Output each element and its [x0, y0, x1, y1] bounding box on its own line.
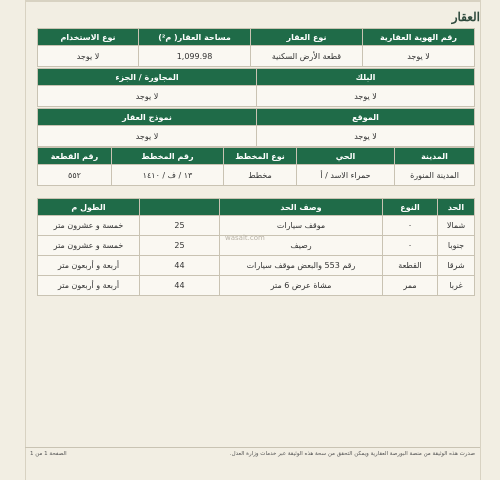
boundary-direction: جنوبا — [438, 236, 475, 256]
header-plan-number: رقم المخطط — [112, 148, 224, 165]
boundaries-table — [37, 198, 475, 296]
boundary-description: موقف سيارات — [220, 216, 383, 236]
header-boundary-length: الطول م — [38, 199, 140, 216]
header-property-id: رقم الهوية العقارية — [363, 29, 475, 46]
header-property-type: نوع العقار — [251, 29, 363, 46]
boundary-type: ٠ — [383, 216, 438, 236]
block-table — [37, 68, 475, 107]
boundary-type: ممر — [383, 276, 438, 296]
location-table — [37, 108, 475, 147]
value-usage-type: لا يوجد — [38, 46, 139, 67]
header-plan-type: نوع المخطط — [224, 148, 297, 165]
boundary-length-number: 44 — [140, 256, 220, 276]
header-usage-type: نوع الاستخدام — [38, 29, 139, 46]
header-boundary: الحد — [438, 199, 475, 216]
boundary-length-number: 25 — [140, 236, 220, 256]
header-district: الحي — [297, 148, 395, 165]
value-property-model: لا يوجد — [38, 126, 257, 147]
value-block: لا يوجد — [257, 86, 475, 107]
boundary-description: مشاة عرض 6 متر — [220, 276, 383, 296]
value-city: المدينة المنورة — [395, 165, 475, 186]
boundary-length-words: خمسة و عشرون متر — [38, 216, 140, 236]
table-row — [38, 256, 475, 276]
header-neighborhood-part: المجاورة / الجزء — [38, 69, 257, 86]
boundary-direction: شمالا — [438, 216, 475, 236]
header-area: مساحة العقار( م²) — [139, 29, 251, 46]
value-district: حمراء الاسد / أ — [297, 165, 395, 186]
table-row — [38, 216, 475, 236]
section-title: العقار — [451, 10, 480, 24]
header-boundary-value — [140, 199, 220, 216]
value-property-id: لا يوجد — [363, 46, 475, 67]
value-plan-type: مخطط — [224, 165, 297, 186]
boundary-length-number: 25 — [140, 216, 220, 236]
header-location: الموقع — [257, 109, 475, 126]
boundary-type: القطعة — [383, 256, 438, 276]
value-property-type: قطعة الأرض السكنية — [251, 46, 363, 67]
watermark: wasalt.com — [225, 234, 265, 242]
table-row — [38, 276, 475, 296]
header-block: البلك — [257, 69, 475, 86]
left-margin-rule — [25, 0, 26, 480]
property-basic-table — [37, 28, 475, 67]
boundary-direction: شرقا — [438, 256, 475, 276]
boundary-description: رقم 553 والبعض موقف سيارات — [220, 256, 383, 276]
page-number: الصفحة 1 من 1 — [30, 451, 67, 457]
boundary-length-number: 44 — [140, 276, 220, 296]
boundary-type: ٠ — [383, 236, 438, 256]
boundary-length-words: أربعة و أربعون متر — [38, 276, 140, 296]
boundary-direction: غربا — [438, 276, 475, 296]
header-boundary-type: النوع — [383, 199, 438, 216]
footer-note: صدرت هذه الوثيقة من منصة البورصة العقارية ويمكن التحقق من سحة هذه الوثيقة عبر خدمات وزارة العدل. — [229, 451, 475, 457]
value-plot-number: ٥٥٢ — [38, 165, 112, 186]
value-plan-number: ١٣ / ف / ١٤١٠ — [112, 165, 224, 186]
header-plot-number: رقم القطعة — [38, 148, 112, 165]
value-location: لا يوجد — [257, 126, 475, 147]
boundary-length-words: خمسة و عشرون متر — [38, 236, 140, 256]
header-boundary-description: وصف الحد — [220, 199, 383, 216]
plan-table — [37, 147, 475, 186]
value-neighborhood-part: لا يوجد — [38, 86, 257, 107]
header-city: المدينة — [395, 148, 475, 165]
boundary-description: رصيف — [220, 236, 383, 256]
boundary-length-words: أربعة و أربعون متر — [38, 256, 140, 276]
header-property-model: نموذج العقار — [38, 109, 257, 126]
right-margin-rule — [480, 0, 481, 480]
value-area: 1,099.98 — [139, 46, 251, 67]
footer-rule — [25, 447, 480, 448]
top-rule — [25, 0, 480, 2]
